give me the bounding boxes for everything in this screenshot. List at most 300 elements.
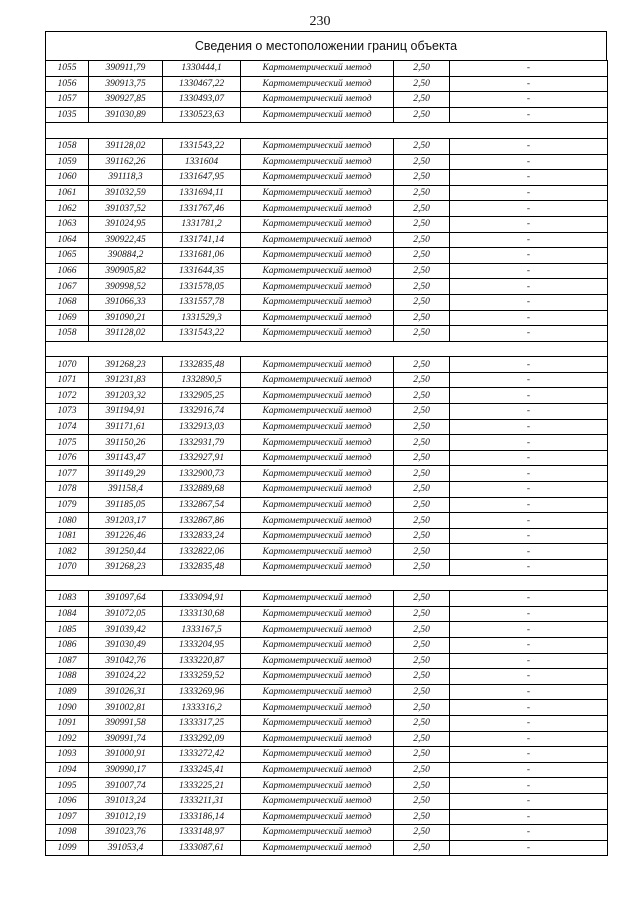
point-number-cell: 1095	[46, 778, 89, 794]
coord-x-cell: 391203,32	[89, 388, 163, 404]
method-cell: Картометрический метод	[241, 482, 394, 498]
point-number-cell: 1090	[46, 700, 89, 716]
note-cell: -	[450, 637, 608, 653]
group-separator-row	[46, 341, 608, 357]
point-number-cell: 1055	[46, 61, 89, 77]
table-title: Сведения о местоположении границ объекта	[45, 31, 607, 60]
group-separator-cell	[46, 123, 608, 139]
point-number-cell: 1083	[46, 591, 89, 607]
point-number-cell: 1056	[46, 76, 89, 92]
coord-x-cell: 391030,49	[89, 637, 163, 653]
coord-x-cell: 391149,29	[89, 466, 163, 482]
point-number-cell: 1065	[46, 248, 89, 264]
table-row	[46, 497, 608, 513]
point-number-cell: 1059	[46, 154, 89, 170]
note-cell: -	[450, 170, 608, 186]
coord-x-cell: 391226,46	[89, 528, 163, 544]
method-cell: Картометрический метод	[241, 310, 394, 326]
point-number-cell: 1098	[46, 825, 89, 841]
table-row	[46, 294, 608, 310]
accuracy-cell: 2,50	[394, 419, 450, 435]
method-cell: Картометрический метод	[241, 700, 394, 716]
note-cell: -	[450, 809, 608, 825]
point-number-cell: 1062	[46, 201, 89, 217]
coord-y-cell: 1333130,68	[163, 606, 241, 622]
coord-x-cell: 391158,4	[89, 482, 163, 498]
coord-x-cell: 391150,26	[89, 435, 163, 451]
coord-y-cell: 1332822,06	[163, 544, 241, 560]
note-cell: -	[450, 715, 608, 731]
table-row	[46, 669, 608, 685]
coord-y-cell: 1333316,2	[163, 700, 241, 716]
note-cell: -	[450, 216, 608, 232]
table-row	[46, 809, 608, 825]
method-cell: Картометрический метод	[241, 497, 394, 513]
method-cell: Картометрический метод	[241, 653, 394, 669]
point-number-cell: 1075	[46, 435, 89, 451]
table-row	[46, 684, 608, 700]
accuracy-cell: 2,50	[394, 326, 450, 342]
coord-x-cell: 391194,91	[89, 404, 163, 420]
coord-x-cell: 390913,75	[89, 76, 163, 92]
table-row	[46, 700, 608, 716]
accuracy-cell: 2,50	[394, 762, 450, 778]
point-number-cell: 1064	[46, 232, 89, 248]
method-cell: Картометрический метод	[241, 263, 394, 279]
method-cell: Картометрический метод	[241, 513, 394, 529]
boundary-sheet	[45, 31, 607, 856]
table-row	[46, 232, 608, 248]
coord-x-cell: 390911,79	[89, 61, 163, 77]
note-cell: -	[450, 700, 608, 716]
coord-y-cell: 1330493,07	[163, 92, 241, 108]
method-cell: Картометрический метод	[241, 747, 394, 763]
table-row	[46, 404, 608, 420]
point-number-cell: 1079	[46, 497, 89, 513]
coord-x-cell: 390905,82	[89, 263, 163, 279]
accuracy-cell: 2,50	[394, 388, 450, 404]
coord-y-cell: 1332927,91	[163, 450, 241, 466]
table-row	[46, 279, 608, 295]
coord-y-cell: 1333259,52	[163, 669, 241, 685]
table-row	[46, 560, 608, 576]
coord-y-cell: 1333225,21	[163, 778, 241, 794]
note-cell: -	[450, 762, 608, 778]
accuracy-cell: 2,50	[394, 653, 450, 669]
table-row	[46, 591, 608, 607]
accuracy-cell: 2,50	[394, 357, 450, 373]
method-cell: Картометрический метод	[241, 357, 394, 373]
accuracy-cell: 2,50	[394, 482, 450, 498]
note-cell: -	[450, 154, 608, 170]
coord-x-cell: 391007,74	[89, 778, 163, 794]
coord-y-cell: 1331644,35	[163, 263, 241, 279]
point-number-cell: 1096	[46, 793, 89, 809]
table-row	[46, 622, 608, 638]
coord-x-cell: 390884,2	[89, 248, 163, 264]
point-number-cell: 1077	[46, 466, 89, 482]
method-cell: Картометрический метод	[241, 326, 394, 342]
coord-y-cell: 1333211,31	[163, 793, 241, 809]
note-cell: -	[450, 388, 608, 404]
point-number-cell: 1074	[46, 419, 89, 435]
coord-y-cell: 1333317,25	[163, 715, 241, 731]
accuracy-cell: 2,50	[394, 76, 450, 92]
note-cell: -	[450, 528, 608, 544]
coord-y-cell: 1331781,2	[163, 216, 241, 232]
note-cell: -	[450, 591, 608, 607]
coord-x-cell: 391268,23	[89, 560, 163, 576]
point-number-cell: 1070	[46, 357, 89, 373]
method-cell: Картометрический метод	[241, 92, 394, 108]
note-cell: -	[450, 606, 608, 622]
note-cell: -	[450, 107, 608, 123]
table-row	[46, 482, 608, 498]
coord-x-cell: 391143,47	[89, 450, 163, 466]
accuracy-cell: 2,50	[394, 435, 450, 451]
coord-x-cell: 391066,33	[89, 294, 163, 310]
note-cell: -	[450, 466, 608, 482]
coord-x-cell: 391000,91	[89, 747, 163, 763]
note-cell: -	[450, 497, 608, 513]
accuracy-cell: 2,50	[394, 279, 450, 295]
group-separator-row	[46, 123, 608, 139]
accuracy-cell: 2,50	[394, 637, 450, 653]
coord-y-cell: 1331543,22	[163, 138, 241, 154]
point-number-cell: 1085	[46, 622, 89, 638]
table-row	[46, 185, 608, 201]
note-cell: -	[450, 450, 608, 466]
method-cell: Картометрический метод	[241, 154, 394, 170]
accuracy-cell: 2,50	[394, 372, 450, 388]
accuracy-cell: 2,50	[394, 622, 450, 638]
accuracy-cell: 2,50	[394, 747, 450, 763]
coord-x-cell: 391231,83	[89, 372, 163, 388]
method-cell: Картометрический метод	[241, 591, 394, 607]
coord-x-cell: 391024,22	[89, 669, 163, 685]
coord-x-cell: 391037,52	[89, 201, 163, 217]
table-row	[46, 92, 608, 108]
accuracy-cell: 2,50	[394, 154, 450, 170]
coord-x-cell: 391072,05	[89, 606, 163, 622]
coord-y-cell: 1333220,87	[163, 653, 241, 669]
point-number-cell: 1066	[46, 263, 89, 279]
note-cell: -	[450, 185, 608, 201]
method-cell: Картометрический метод	[241, 388, 394, 404]
coord-y-cell: 1331604	[163, 154, 241, 170]
coord-y-cell: 1332916,74	[163, 404, 241, 420]
table-row	[46, 388, 608, 404]
coord-y-cell: 1330467,22	[163, 76, 241, 92]
accuracy-cell: 2,50	[394, 513, 450, 529]
point-number-cell: 1035	[46, 107, 89, 123]
point-number-cell: 1084	[46, 606, 89, 622]
accuracy-cell: 2,50	[394, 560, 450, 576]
method-cell: Картометрический метод	[241, 248, 394, 264]
table-row	[46, 201, 608, 217]
table-row	[46, 170, 608, 186]
coord-x-cell: 391128,02	[89, 138, 163, 154]
coord-y-cell: 1331578,05	[163, 279, 241, 295]
coord-y-cell: 1332905,25	[163, 388, 241, 404]
accuracy-cell: 2,50	[394, 450, 450, 466]
coord-x-cell: 390991,58	[89, 715, 163, 731]
point-number-cell: 1089	[46, 684, 89, 700]
note-cell: -	[450, 560, 608, 576]
coord-x-cell: 390991,74	[89, 731, 163, 747]
table-row	[46, 528, 608, 544]
accuracy-cell: 2,50	[394, 528, 450, 544]
note-cell: -	[450, 778, 608, 794]
coord-x-cell: 390990,17	[89, 762, 163, 778]
accuracy-cell: 2,50	[394, 185, 450, 201]
coord-x-cell: 391203,17	[89, 513, 163, 529]
coord-x-cell: 391097,64	[89, 591, 163, 607]
point-number-cell: 1091	[46, 715, 89, 731]
table-row	[46, 731, 608, 747]
note-cell: -	[450, 684, 608, 700]
note-cell: -	[450, 840, 608, 856]
coord-x-cell: 391250,44	[89, 544, 163, 560]
table-row	[46, 637, 608, 653]
accuracy-cell: 2,50	[394, 216, 450, 232]
method-cell: Картометрический метод	[241, 435, 394, 451]
note-cell: -	[450, 435, 608, 451]
coordinates-table	[45, 60, 608, 856]
table-row	[46, 450, 608, 466]
point-number-cell: 1070	[46, 560, 89, 576]
coord-y-cell: 1332867,86	[163, 513, 241, 529]
table-row	[46, 513, 608, 529]
note-cell: -	[450, 544, 608, 560]
note-cell: -	[450, 294, 608, 310]
table-row	[46, 216, 608, 232]
accuracy-cell: 2,50	[394, 92, 450, 108]
coord-y-cell: 1333186,14	[163, 809, 241, 825]
method-cell: Картометрический метод	[241, 637, 394, 653]
point-number-cell: 1081	[46, 528, 89, 544]
method-cell: Картометрический метод	[241, 76, 394, 92]
method-cell: Картометрический метод	[241, 466, 394, 482]
table-row	[46, 76, 608, 92]
coord-y-cell: 1332889,68	[163, 482, 241, 498]
method-cell: Картометрический метод	[241, 715, 394, 731]
note-cell: -	[450, 482, 608, 498]
accuracy-cell: 2,50	[394, 825, 450, 841]
coord-x-cell: 390998,52	[89, 279, 163, 295]
method-cell: Картометрический метод	[241, 419, 394, 435]
note-cell: -	[450, 357, 608, 373]
accuracy-cell: 2,50	[394, 778, 450, 794]
coord-x-cell: 391030,89	[89, 107, 163, 123]
method-cell: Картометрический метод	[241, 279, 394, 295]
method-cell: Картометрический метод	[241, 778, 394, 794]
method-cell: Картометрический метод	[241, 138, 394, 154]
group-separator-cell	[46, 575, 608, 591]
note-cell: -	[450, 310, 608, 326]
point-number-cell: 1087	[46, 653, 89, 669]
accuracy-cell: 2,50	[394, 466, 450, 482]
accuracy-cell: 2,50	[394, 809, 450, 825]
accuracy-cell: 2,50	[394, 310, 450, 326]
coord-y-cell: 1332931,79	[163, 435, 241, 451]
accuracy-cell: 2,50	[394, 248, 450, 264]
note-cell: -	[450, 513, 608, 529]
coord-y-cell: 1333269,96	[163, 684, 241, 700]
point-number-cell: 1067	[46, 279, 89, 295]
method-cell: Картометрический метод	[241, 622, 394, 638]
method-cell: Картометрический метод	[241, 61, 394, 77]
coord-x-cell: 391171,61	[89, 419, 163, 435]
group-separator-row	[46, 575, 608, 591]
table-row	[46, 435, 608, 451]
coord-y-cell: 1333292,09	[163, 731, 241, 747]
note-cell: -	[450, 669, 608, 685]
table-row	[46, 747, 608, 763]
coord-y-cell: 1333148,97	[163, 825, 241, 841]
note-cell: -	[450, 419, 608, 435]
accuracy-cell: 2,50	[394, 138, 450, 154]
method-cell: Картометрический метод	[241, 840, 394, 856]
note-cell: -	[450, 138, 608, 154]
accuracy-cell: 2,50	[394, 684, 450, 700]
method-cell: Картометрический метод	[241, 107, 394, 123]
note-cell: -	[450, 76, 608, 92]
accuracy-cell: 2,50	[394, 591, 450, 607]
coord-y-cell: 1331543,22	[163, 326, 241, 342]
table-row	[46, 793, 608, 809]
point-number-cell: 1082	[46, 544, 89, 560]
note-cell: -	[450, 372, 608, 388]
accuracy-cell: 2,50	[394, 170, 450, 186]
accuracy-cell: 2,50	[394, 404, 450, 420]
table-row	[46, 778, 608, 794]
method-cell: Картометрический метод	[241, 684, 394, 700]
note-cell: -	[450, 279, 608, 295]
note-cell: -	[450, 326, 608, 342]
note-cell: -	[450, 92, 608, 108]
coord-y-cell: 1331741,14	[163, 232, 241, 248]
table-row	[46, 466, 608, 482]
point-number-cell: 1073	[46, 404, 89, 420]
point-number-cell: 1058	[46, 138, 89, 154]
point-number-cell: 1078	[46, 482, 89, 498]
point-number-cell: 1088	[46, 669, 89, 685]
accuracy-cell: 2,50	[394, 544, 450, 560]
coord-y-cell: 1331529,3	[163, 310, 241, 326]
accuracy-cell: 2,50	[394, 107, 450, 123]
accuracy-cell: 2,50	[394, 201, 450, 217]
coord-x-cell: 391039,42	[89, 622, 163, 638]
coord-x-cell: 391024,95	[89, 216, 163, 232]
accuracy-cell: 2,50	[394, 61, 450, 77]
coord-x-cell: 390927,85	[89, 92, 163, 108]
point-number-cell: 1058	[46, 326, 89, 342]
table-row	[46, 840, 608, 856]
point-number-cell: 1072	[46, 388, 89, 404]
coord-y-cell: 1330523,63	[163, 107, 241, 123]
point-number-cell: 1068	[46, 294, 89, 310]
point-number-cell: 1086	[46, 637, 89, 653]
coord-y-cell: 1332867,54	[163, 497, 241, 513]
table-row	[46, 544, 608, 560]
method-cell: Картометрический метод	[241, 232, 394, 248]
note-cell: -	[450, 404, 608, 420]
coord-x-cell: 391013,24	[89, 793, 163, 809]
method-cell: Картометрический метод	[241, 762, 394, 778]
note-cell: -	[450, 201, 608, 217]
method-cell: Картометрический метод	[241, 372, 394, 388]
note-cell: -	[450, 825, 608, 841]
table-row	[46, 372, 608, 388]
coord-y-cell: 1333272,42	[163, 747, 241, 763]
accuracy-cell: 2,50	[394, 793, 450, 809]
accuracy-cell: 2,50	[394, 840, 450, 856]
coord-y-cell: 1331681,06	[163, 248, 241, 264]
table-row	[46, 138, 608, 154]
table-row	[46, 762, 608, 778]
table-row	[46, 248, 608, 264]
coord-y-cell: 1331694,11	[163, 185, 241, 201]
point-number-cell: 1069	[46, 310, 89, 326]
coord-y-cell: 1333087,61	[163, 840, 241, 856]
coord-y-cell: 1331557,78	[163, 294, 241, 310]
coord-x-cell: 391032,59	[89, 185, 163, 201]
method-cell: Картометрический метод	[241, 450, 394, 466]
coord-x-cell: 391268,23	[89, 357, 163, 373]
note-cell: -	[450, 263, 608, 279]
point-number-cell: 1097	[46, 809, 89, 825]
coord-y-cell: 1332890,5	[163, 372, 241, 388]
coord-y-cell: 1330444,1	[163, 61, 241, 77]
coord-y-cell: 1333094,91	[163, 591, 241, 607]
note-cell: -	[450, 232, 608, 248]
method-cell: Картометрический метод	[241, 216, 394, 232]
coord-y-cell: 1331647,95	[163, 170, 241, 186]
note-cell: -	[450, 61, 608, 77]
method-cell: Картометрический метод	[241, 404, 394, 420]
coord-x-cell: 390922,45	[89, 232, 163, 248]
method-cell: Картометрический метод	[241, 201, 394, 217]
method-cell: Картометрический метод	[241, 825, 394, 841]
method-cell: Картометрический метод	[241, 560, 394, 576]
point-number-cell: 1099	[46, 840, 89, 856]
accuracy-cell: 2,50	[394, 669, 450, 685]
coord-y-cell: 1333245,41	[163, 762, 241, 778]
table-row	[46, 154, 608, 170]
accuracy-cell: 2,50	[394, 700, 450, 716]
method-cell: Картометрический метод	[241, 185, 394, 201]
coordinates-table-body	[46, 61, 608, 856]
coord-y-cell: 1333167,5	[163, 622, 241, 638]
table-row	[46, 419, 608, 435]
table-row	[46, 107, 608, 123]
coord-x-cell: 391012,19	[89, 809, 163, 825]
page-number: 230	[309, 14, 331, 29]
point-number-cell: 1057	[46, 92, 89, 108]
table-row	[46, 61, 608, 77]
method-cell: Картометрический метод	[241, 170, 394, 186]
table-row	[46, 715, 608, 731]
coord-y-cell: 1332913,03	[163, 419, 241, 435]
table-row	[46, 606, 608, 622]
coord-y-cell: 1332833,24	[163, 528, 241, 544]
coord-x-cell: 391118,3	[89, 170, 163, 186]
coord-x-cell: 391090,21	[89, 310, 163, 326]
method-cell: Картометрический метод	[241, 528, 394, 544]
coord-y-cell: 1333204,95	[163, 637, 241, 653]
table-row	[46, 326, 608, 342]
